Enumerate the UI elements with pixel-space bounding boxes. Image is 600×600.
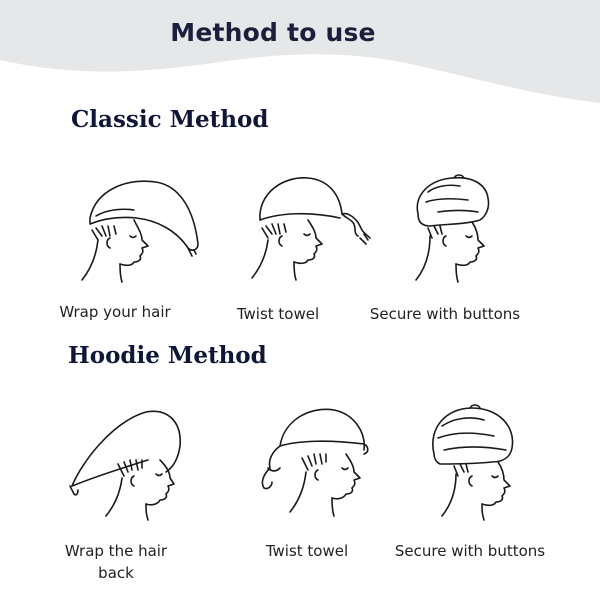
- section-title-hoodie: Hoodie Method: [68, 342, 267, 369]
- step-caption-line-2: back: [98, 564, 134, 582]
- head-towel-hood-twist-icon: [250, 402, 380, 522]
- head-towel-hood-secured-icon: [422, 402, 552, 522]
- step-caption-hood-twist-towel: Twist towel: [265, 542, 349, 560]
- head-towel-twist-icon: [242, 168, 372, 288]
- step-illustration-twist-towel: [242, 168, 372, 288]
- step-caption-hood-secure-with-buttons: Secure with buttons: [394, 542, 546, 560]
- page-title: Method to use: [170, 18, 376, 47]
- head-towel-hood-wrap-icon: [62, 402, 192, 522]
- step-caption-twist-towel: Twist towel: [236, 305, 320, 323]
- header-wave-background: [0, 0, 600, 110]
- step-illustration-hood-twist-towel: [250, 402, 380, 522]
- step-caption-wrap-your-hair: Wrap your hair: [59, 303, 171, 321]
- head-towel-wrap-icon: [76, 170, 206, 290]
- step-caption-secure-with-buttons: Secure with buttons: [369, 305, 521, 323]
- step-illustration-secure-buttons: [408, 172, 538, 292]
- step-illustration-wrap-hair-back: [62, 402, 192, 522]
- step-caption-line-1: Wrap the hair: [64, 542, 168, 560]
- section-title-classic: Classic Method: [71, 106, 269, 133]
- step-illustration-wrap-hair: [76, 170, 206, 290]
- step-caption-wrap-the-hair-back: [52, 540, 180, 584]
- head-towel-secured-icon: [408, 172, 538, 292]
- step-illustration-hood-secure-buttons: [422, 402, 552, 522]
